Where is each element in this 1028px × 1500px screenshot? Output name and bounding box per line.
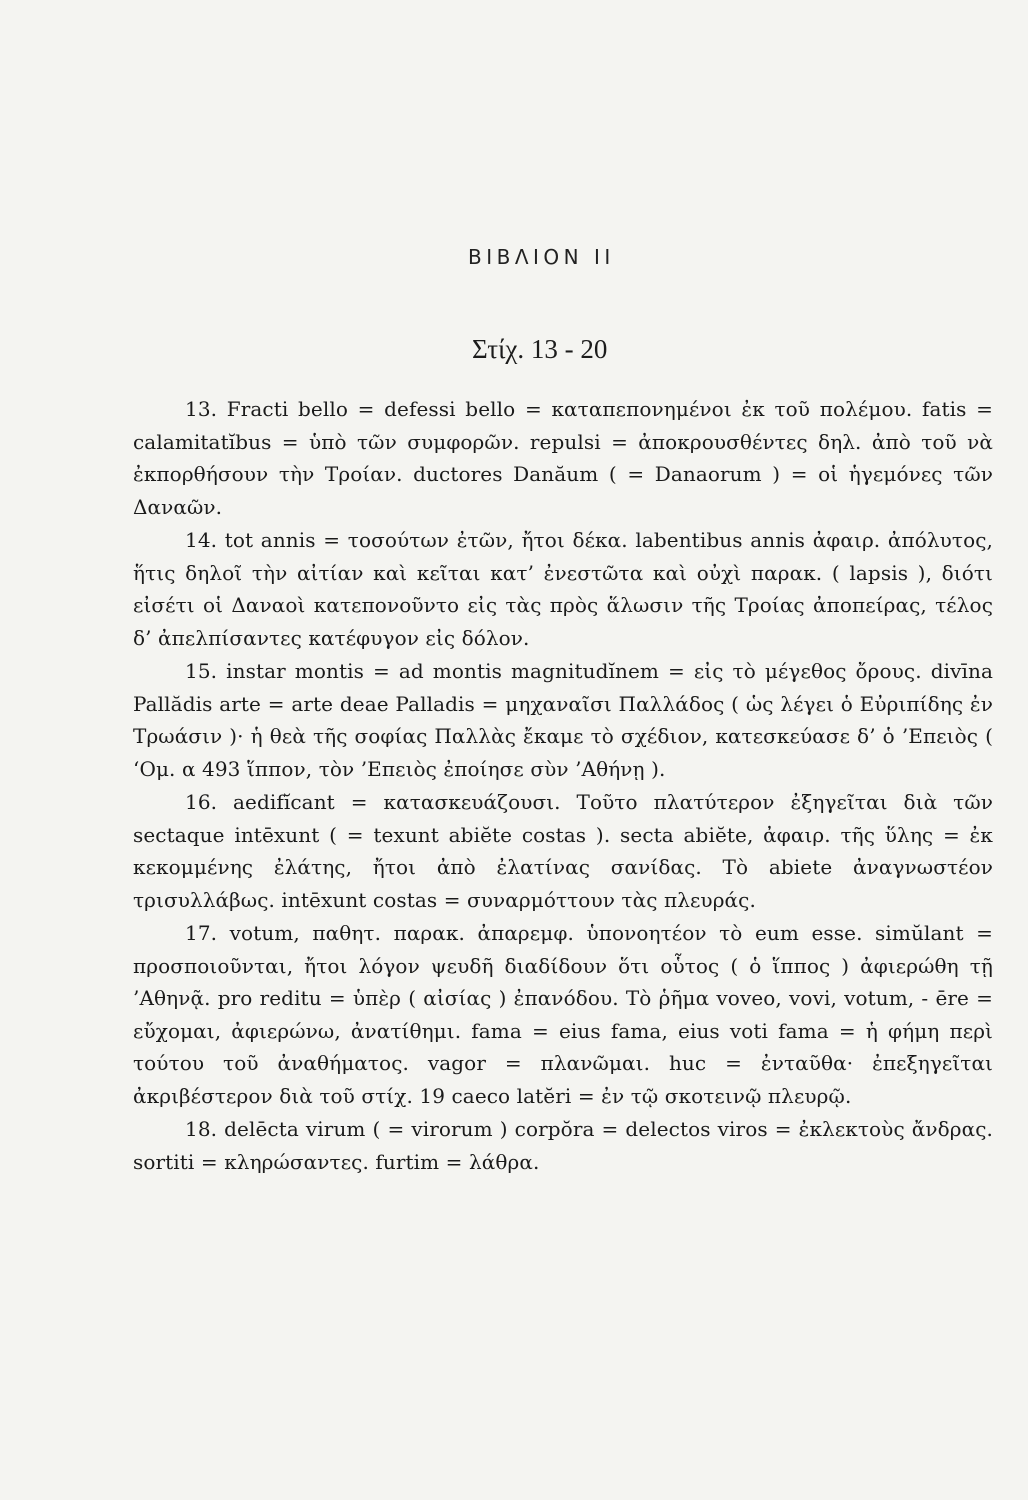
paragraph-13: 13. Fracti bello = defessi bello = καταπεπονημένοι ἐκ τοῦ πολέμου. fatis = calamitatĭbus = ὑπὸ τῶν συμφορῶν. repulsi = ἀποκρουσθέντες δηλ. ἀπὸ τοῦ νὰ ἐκπορθήσουν τὴν Τροίαν. ductores Danăum ( = Danaorum ) = οἱ ἡγεμόνες τῶν Δαναῶν.	[133, 397, 993, 519]
show-through-texture	[120, 95, 990, 260]
paragraph-15: 15. instar montis = ad montis magnitudĭnem = εἰς τὸ μέγεθος ὄρους. divīna Pallădis arte = arte deae Palladis = μηχαναῖσι Παλλάδος ( ὡς λέγει ὁ Εὐριπίδης ἐν Τρωάσιν )· ἡ θεὰ τῆς σοφίας Παλλὰς ἔκαμε τὸ σχέδιον, κατεσκεύασε δ’ ὁ ’Επειὸς ( ‘Ομ. α 493 ἵππον, τὸν ’Επειὸς ἐποίησε σὺν ’Αθήνῃ ).	[133, 659, 993, 781]
commentary-body	[133, 393, 993, 1178]
verse-range: Στίχ. 13 - 20	[472, 334, 608, 364]
paragraph-16: 16. aedifĭcant = κατασκευάζουσι. Τοῦτο πλατύτερον ἐξηγεῖται διὰ τῶν sectaque intēxunt ( = texunt abiĕte costas ). secta abiĕte, ἀφαιρ. τῆς ὕλης = ἐκ κεκομμένης ἐλάτης, ἤτοι ἀπὸ ἐλατίνας σανίδας. Τὸ abiete ἀναγνωστέον τρισυλλάβως. intēxunt costas = συναρμόττουν τὰς πλευράς.	[133, 790, 993, 912]
paragraph-18: 18. delēcta virum ( = virorum ) corpŏra = delectos viros = ἐκλεκτοὺς ἄνδρας. sortiti = κληρώσαντες. furtim = λάθρα.	[133, 1117, 993, 1174]
book-title: ΒΙΒΛΙΟΝ ΙΙ	[468, 245, 615, 269]
paragraph-17: 17. votum, παθητ. παρακ. ἀπαρεμφ. ὑπονοητέον τὸ eum esse. simŭlant = προσποιοῦνται, ἤτοι λόγον ψευδῆ διαδίδουν ὅτι οὗτος ( ὁ ἵππος ) ἀφιερώθη τῇ ’Αθηνᾷ. pro reditu = ὑπὲρ ( αἰσίας ) ἐπανόδου. Τὸ ῥῆμα voveo, vovi, votum, - ēre = εὔχομαι, ἀφιερώνω, ἀνατίθημι. fama = eius fama, eius voti fama = ἡ φήμη περὶ τούτου τοῦ ἀναθήματος. vagor = πλανῶμαι. huc = ἐνταῦθα· ἐπεξηγεῖται ἀκριβέστερον διὰ τοῦ στίχ. 19 caeco latĕri = ἐν τῷ σκοτεινῷ πλευρῷ.	[133, 921, 993, 1108]
paragraph-14: 14. tot annis = τοσούτων ἐτῶν, ἤτοι δέκα. labentibus annis ἀφαιρ. ἀπόλυτος, ἥτις δηλοῖ τὴν αἰτίαν καὶ κεῖται κατ’ ἐνεστῶτα καὶ οὐχὶ παρακ. ( lapsis ), διότι εἰσέτι οἱ Δαναοὶ κατεπονοῦντο εἰς τὰς πρὸς ἅλωσιν τῆς Τροίας ἀποπείρας, τέλος δ’ ἀπελπίσαντες κατέφυγον εἰς δόλον.	[133, 528, 993, 650]
